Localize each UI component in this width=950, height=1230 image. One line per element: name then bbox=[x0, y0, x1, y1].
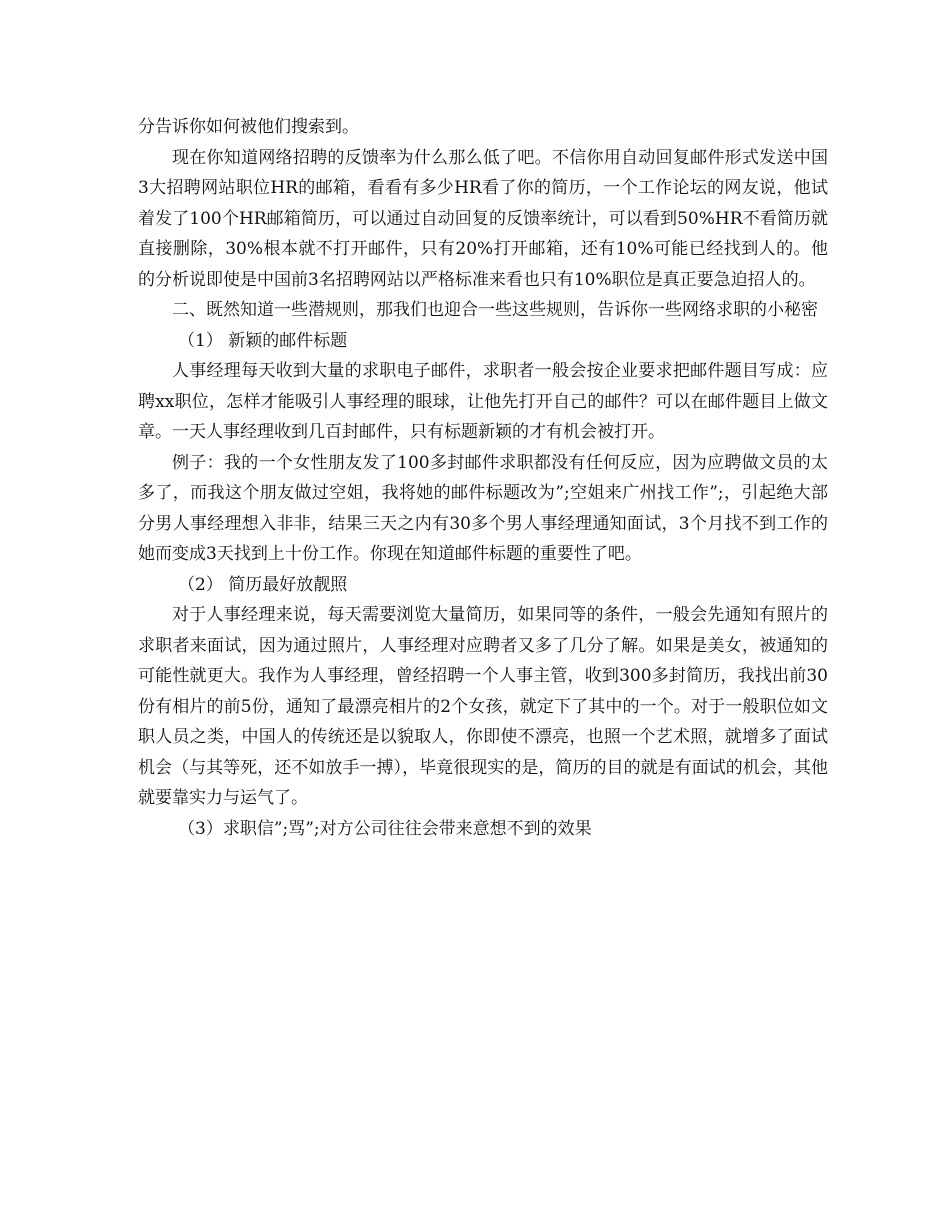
document-body bbox=[138, 112, 828, 844]
paragraph-email-title: 人事经理每天收到大量的求职电子邮件，求职者一般会按企业要求把邮件题目写成：应聘xx职位，怎样才能吸引人事经理的眼球，让他先打开自己的邮件？可以在邮件题目上做文章。一天人事经理收到几百封邮件，只有标题新颖的才有机会被打开。 bbox=[138, 361, 828, 442]
paragraph-continuation: 分告诉你如何被他们搜索到。 bbox=[138, 117, 359, 137]
paragraph-example: 例子：我的一个女性朋友发了100多封邮件求职都没有任何反应，因为应聘做文员的太多了，而我这个朋友做过空姐，我将她的邮件标题改为”;空姐来广州找工作”;，引起绝大部分男人事经理想入非非，结果三天之内有30多个男人事经理通知面试，3个月找不到工作的她而变成3天找到上十份工作。你现在知道邮件标题的重要性了吧。 bbox=[138, 452, 828, 564]
paragraph-feedback-rate: 现在你知道网络招聘的反馈率为什么那么低了吧。不信你用自动回复邮件形式发送中国3大招聘网站职位HR的邮箱，看看有多少HR看了你的简历，一个工作论坛的网友说，他试着发了100个HR邮箱简历，可以通过自动回复的反馈率统计，可以看到50%HR不看简历就直接删除，30%根本就不打开邮件，只有20%打开邮箱，还有10%可能已经找到人的。他的分析说即使是中国前3名招聘网站以严格标准来看也只有10%职位是真正要急迫招人的。 bbox=[138, 147, 828, 290]
paragraph-photo: 对于人事经理来说，每天需要浏览大量简历，如果同等的条件，一般会先通知有照片的求职者来面试，因为通过照片，人事经理对应聘者又多了几分了解。如果是美女，被通知的可能性就更大。我作为人事经理，曾经招聘一个人事主管，收到300多封简历，我找出前30份有相片的前5份，通知了最漂亮相片的2个女孩，就定下了其中的一个。对于一般职位如文职人员之类，中国人的传统还是以貌取人，你即使不漂亮，也照一个艺术照，就增多了面试机会（与其等死，还不如放手一搏），毕竟很现实的是，简历的目的就是有面试的机会，其他就要靠实力与运气了。 bbox=[138, 605, 828, 808]
subheading-email-title: （1） 新颖的邮件标题 bbox=[178, 330, 348, 351]
subheading-cover-letter: （3）求职信”;骂”;对方公司往往会带来意想不到的效果 bbox=[178, 818, 592, 839]
subheading-photo: （2） 简历最好放靓照 bbox=[178, 574, 348, 595]
section-heading-secrets: 二、既然知道一些潜规则，那我们也迎合一些这些规则，告诉你一些网络求职的小秘密 bbox=[172, 300, 818, 320]
